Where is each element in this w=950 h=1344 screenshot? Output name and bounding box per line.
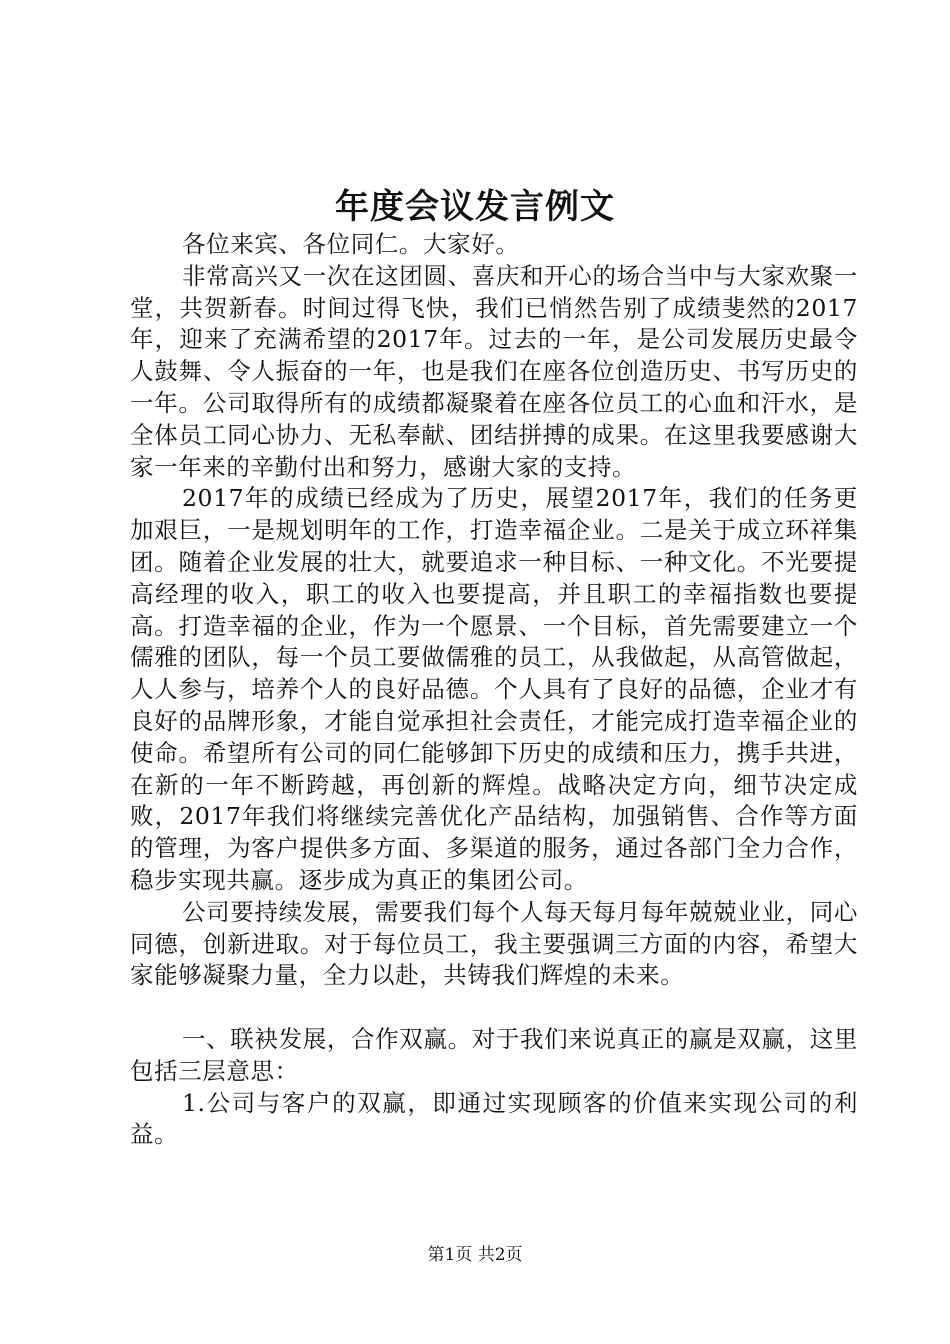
body-paragraph: 公司要持续发展，需要我们每个人每天每月每年兢兢业业，同心同德，创新进取。对于每位员工，我主要强调三方面的内容，希望大家能够凝聚力量，全力以赴，共铸我们辉煌的未来。 bbox=[130, 897, 858, 990]
greeting-paragraph: 各位来宾、各位同仁。大家好。 bbox=[182, 230, 520, 258]
section-heading-paragraph: 一、联袂发展，合作双赢。对于我们来说真正的赢是双赢，这里包括三层意思： bbox=[130, 1024, 858, 1085]
document-title: 年度会议发言例文 bbox=[335, 187, 615, 227]
body-paragraph: 2017年的成绩已经成为了历史，展望2017年，我们的任务更加艰巨，一是规划明年的工作，打造幸福企业。二是关于成立环祥集团。随着企业发展的壮大，就要追求一种目标、一种文化。不光要提高经理的收入，职工的收入也要提高，并且职工的幸福指数也要提高。打造幸福的企业，作为一个愿景、一个目标，首先需要建立一个儒雅的团队，每一个员工要做儒雅的员工，从我做起，从高管做起，人人参与，培养个人的良好品德。个人具有了良好的品德，企业才有良好的品牌形象，才能自觉承担社会责任，才能完成打造幸福企业的使命。希望所有公司的同仁能够卸下历史的成绩和压力，携手共进，在新的一年不断跨越，再创新的辉煌。战略决定方向，细节决定成败，2017年我们将继续完善优化产品结构，加强销售、合作等方面的管理，为客户提供多方面、多渠道的服务，通过各部门全力合作，稳步实现共赢。逐步成为真正的集团公司。 bbox=[130, 484, 858, 894]
page-number: 第1页 共2页 bbox=[427, 1245, 523, 1265]
document-body bbox=[130, 229, 858, 1151]
list-item-paragraph: 1.公司与客户的双赢，即通过实现顾客的价值来实现公司的利益。 bbox=[130, 1088, 858, 1149]
body-paragraph: 非常高兴又一次在这团圆、喜庆和开心的场合当中与大家欢聚一堂，共贺新春。时间过得飞快，我们已悄然告别了成绩斐然的2017年，迎来了充满希望的2017年。过去的一年，是公司发展历史最令人鼓舞、令人振奋的一年，也是我们在座各位创造历史、书写历史的一年。公司取得所有的成绩都凝聚着在座各位员工的心血和汗水，是全体员工同心协力、无私奉献、团结拼搏的成果。在这里我要感谢大家一年来的辛勤付出和努力，感谢大家的支持。 bbox=[130, 261, 858, 481]
